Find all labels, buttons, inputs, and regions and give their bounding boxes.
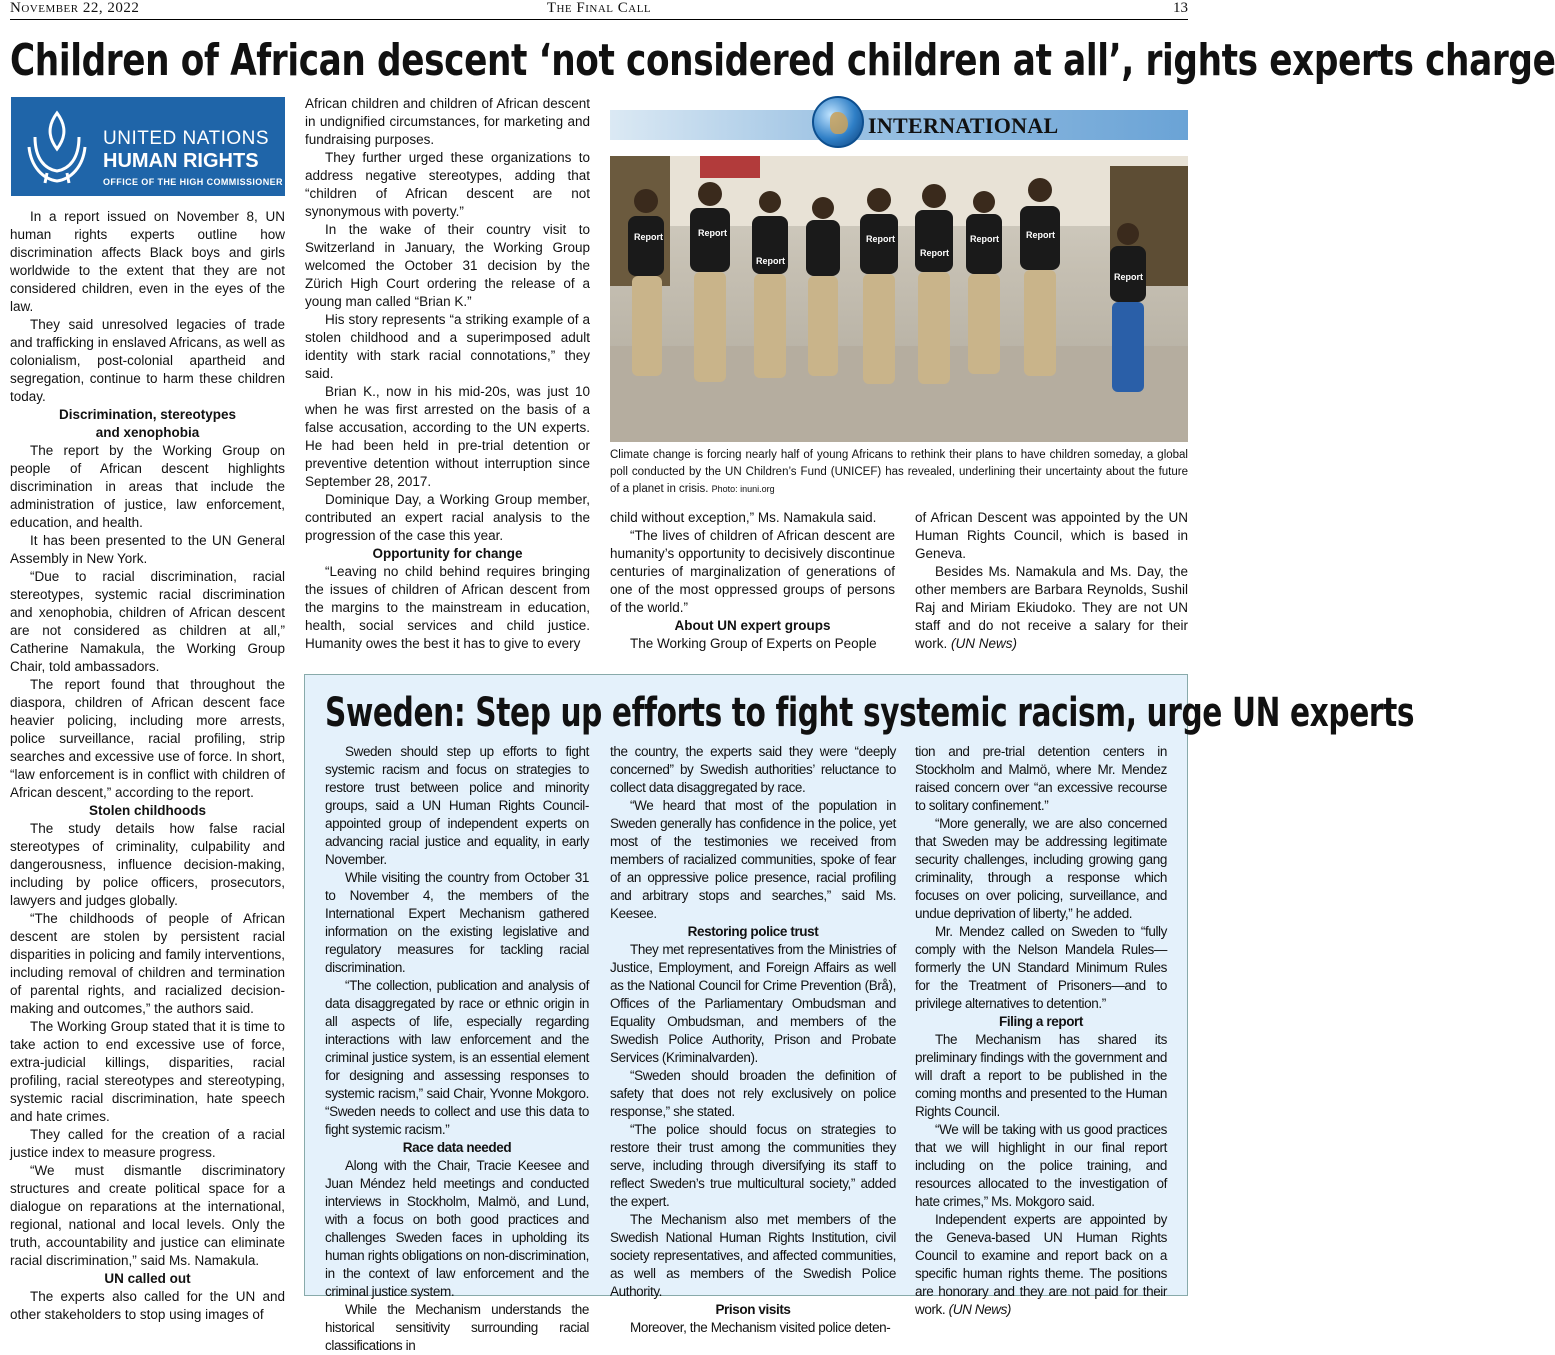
newspaper-name: The Final Call <box>546 0 652 16</box>
shirt-logo-text: Report <box>1026 230 1055 240</box>
page-header <box>10 0 1188 20</box>
sweden-headline: Sweden: Step up efforts to fight systemic racism, urge UN experts <box>325 690 1415 736</box>
caption-text: Climate change is forcing nearly half of young Africans to rethink their plans to have children someday, a global poll conducted by the UN Children’s Fund (UNICEF) has revealed, underlining their uncertainty about the future of a planet in crisis. <box>610 449 1188 495</box>
paragraph: “The police should focus on strategies to restore their trust among the communities they serve, including through diversifying its staff to reflect Sweden’s true multicultural society,” added the expert. <box>610 1122 896 1209</box>
photo-credit: Photo: inuni.org <box>711 484 775 494</box>
sweden-column-3 <box>915 743 1167 1317</box>
sweden-article-box <box>304 674 1415 1353</box>
paragraph: “Due to racial discrimination, racial stereotypes, systemic racial discrimination and xenophobia, children of African descent are not considered as children at all,” Catherine Namakula, the Working Group Chair, told ambassadors. <box>10 569 285 674</box>
subhead: Stolen childhoods <box>89 803 206 818</box>
paragraph: African children and children of African descent in undignified circumstances, for marketing and fundraising purposes. <box>305 96 590 147</box>
paragraph: While the Mechanism understands the historical sensitivity surrounding racial classifications in <box>325 1302 589 1353</box>
section-label: INTERNATIONAL <box>868 113 1059 138</box>
un-human-rights-logo <box>11 97 285 196</box>
article-column-3 <box>610 509 895 657</box>
subhead: Restoring police trust <box>687 924 819 939</box>
photo-illustration <box>610 156 1188 442</box>
paragraph: The study details how false racial stereotypes of criminality, culpability and dangerousness, influence decision-making, including by police officers, prosecutors, lawyers and judges globally. <box>10 821 285 908</box>
subhead: About UN expert groups <box>674 618 831 633</box>
source-credit: (UN News) <box>948 1302 1012 1317</box>
paragraph: tion and pre-trial detention centers in Stockholm and Malmö, where Mr. Mendez raised concern over “an excessive recourse to solitary confinement.” <box>915 744 1167 813</box>
sweden-column-2 <box>610 743 896 1335</box>
subhead: Opportunity for change <box>372 546 523 561</box>
paragraph: “More generally, we are also concerned that Sweden may be addressing legitimate security challenges, including growing gang criminality, through a response which focuses on over policing, surveillance, and undue deprivation of liberty,” he added. <box>915 816 1167 921</box>
subhead: Race data needed <box>402 1140 512 1155</box>
paragraph: The Working Group stated that it is time to take action to end excessive use of force, extra-judicial killings, disparities, racial profiling, racial stereotypes and stereotyping, systemic racial discrimination, hate speech and hate crimes. <box>10 1019 285 1124</box>
paragraph: The Mechanism has shared its preliminary findings with the government and will draft a report to be published in the coming months and presented to the Human Rights Council. <box>915 1032 1167 1119</box>
article-column-2 <box>305 95 590 655</box>
paragraph <box>915 1211 1167 1319</box>
paragraph: “The collection, publication and analysis of data disaggregated by race or ethnic origin in all aspects of life, especially regarding interactions with law enforcement and the criminal justice system, is an essential element for designing and assessing responses to systemic racism,” said Chair, Yvonne Mokgoro. “Sweden needs to collect and use this data to fight systemic racism.” <box>325 978 589 1137</box>
paragraph: Mr. Mendez called on Sweden to “fully comply with the Nelson Mandela Rules—formerly the UN Standard Minimum Rules for the Treatment of Prisoners—and to privilege alternatives to detention.” <box>915 924 1167 1011</box>
sweden-column-1 <box>325 743 589 1353</box>
paragraph: “Sweden should broaden the definition of safety that does not rely exclusively on police response,” she stated. <box>610 1068 896 1119</box>
paragraph: They called for the creation of a racial justice index to measure progress. <box>10 1127 285 1160</box>
source-credit: (UN News) <box>951 636 1018 651</box>
shirt-logo-text: Report <box>1114 272 1143 282</box>
article-column-4 <box>915 509 1188 657</box>
paragraph: They further urged these organizations to address negative stereotypes, adding that “children of African descent are not synonymous with poverty.” <box>305 150 590 219</box>
subhead: Prison visits <box>715 1302 791 1317</box>
subhead: UN called out <box>104 1271 191 1286</box>
article-photo <box>610 156 1188 442</box>
paragraph: His story represents “a striking example of a stolen childhood and a superimposed adult identity with stark racial connotations,” they said. <box>305 312 590 381</box>
shirt-logo-text: Report <box>970 234 999 244</box>
paragraph: “Leaving no child behind requires bringing the issues of children of African descent from the margins to the mainstream in education, health, social services and child justice. Humanity owes the best it has to give to every <box>305 564 590 651</box>
paragraph: The Working Group of Experts on People <box>630 636 877 651</box>
article-column-1 <box>10 208 285 1322</box>
paragraph: The experts also called for the UN and other stakeholders to stop using images of <box>10 1289 285 1322</box>
paragraph: Dominique Day, a Working Group member, contributed an expert racial analysis to the progression of the case this year. <box>305 492 590 543</box>
paragraph: “We will be taking with us good practices that we will highlight in our final report including on the police training, and resources allocated to the investigation of hate crimes,” Ms. Mokgoro said. <box>915 1122 1167 1209</box>
paragraph: “The childhoods of people of African descent are stolen by persistent racial disparities in policing and family interventions, including removal of children and termination of parental rights, and racialized decision-making and outcomes,” the authors said. <box>10 911 285 1016</box>
shirt-logo-text: Report <box>866 234 895 244</box>
paragraph: In the wake of their country visit to Switzerland in January, the Working Group welcomed the October 31 decision by the Zürich High Court ordering the release of a young man called “Brian K.” <box>305 222 590 309</box>
shirt-logo-text: Report <box>698 228 727 238</box>
page-number: 13 <box>1173 0 1188 16</box>
shirt-logo-text: Report <box>634 232 663 242</box>
subhead: Discrimination, stereotypes and xenophobia <box>58 407 237 440</box>
shirt-logo-text: Report <box>920 248 949 258</box>
main-headline: Children of African descent ‘not considered children at all’, rights experts charge <box>10 35 1555 86</box>
un-flame-emblem-icon <box>25 107 89 187</box>
paragraph: The Mechanism also met members of the Swedish National Human Rights Institution, civil society representatives, and affected communities, as well as members of the Swedish Police Authority. <box>610 1212 896 1299</box>
globe-icon <box>812 96 864 148</box>
paragraph: “We heard that most of the population in Sweden generally has confidence in the police, yet most of the testimonies we received from members of racialized communities, spoke of fear of an oppressive police presence, racial profiling and arbitrary stops and searches,” said Ms. Keesee. <box>610 798 896 921</box>
paragraph: Along with the Chair, Tracie Keesee and Juan Méndez held meetings and conducted interviews in Stockholm, Malmö, and Lund, with a focus on both good practices and challenges Sweden faces in upholding its human rights obligations on non-discrimination, in the context of law enforcement and the criminal justice system. <box>325 1158 589 1299</box>
paragraph: It has been presented to the UN General Assembly in New York. <box>10 533 285 566</box>
paragraph: The report by the Working Group on people of African descent highlights discrimination in areas that include the administration of justice, law enforcement, education, and health. <box>10 443 285 530</box>
paragraph-text: Besides Ms. Namakula and Ms. Day, the other members are Barbara Reynolds, Sushil Raj and Miriam Ekiudoko. They are not UN staff and do not receive a salary for their work. <box>915 564 1188 651</box>
logo-line-1: UNITED NATIONS <box>103 128 270 149</box>
photo-caption <box>610 447 1188 498</box>
paragraph: Brian K., now in his mid-20s, was just 10 when he was first arrested on the basis of a false accusation, according to the UN experts. He had been held in pre-trial detention or preventive detention without interruption since September 28, 2017. <box>305 384 590 489</box>
logo-line-3: OFFICE OF THE HIGH COMMISSIONER <box>103 177 283 187</box>
issue-date: November 22, 2022 <box>10 0 140 16</box>
paragraph: The report found that throughout the diaspora, children of African descent face heavier policing, including more arrests, police surveillance, racial profiling, strip searches and excessive use of force. In short, “law enforcement is in conflict with children of African descent,” according to the report. <box>10 677 285 800</box>
paragraph-text: Independent experts are appointed by the Geneva-based UN Human Rights Council to examine and report back on a specific human rights theme. The positions are honorary and they are not paid for their work. <box>915 1212 1167 1317</box>
logo-line-2: HUMAN RIGHTS <box>103 150 259 172</box>
subhead: Filing a report <box>998 1014 1083 1029</box>
paragraph: the country, the experts said they were “deeply concerned” by Swedish authorities’ reluctance to collect data disaggregated by race. <box>610 744 896 795</box>
paragraph: In a report issued on November 8, UN human rights experts outline how discrimination affects Black boys and girls worldwide to the extent that they are not considered children, even in the eyes of the law. <box>10 209 285 314</box>
paragraph: While visiting the country from October 31 to November 4, the members of the International Expert Mechanism gathered information on the existing legislative and regulatory measures for tackling racial discrimination. <box>325 870 589 975</box>
section-banner <box>610 110 1188 140</box>
paragraph: Moreover, the Mechanism visited police deten- <box>630 1320 891 1335</box>
paragraph: They said unresolved legacies of trade and trafficking in enslaved Africans, as well as colonialism, post-colonial apartheid and segregation, continue to harm these children today. <box>10 317 285 404</box>
shirt-logo-text: Report <box>756 256 785 266</box>
paragraph: Sweden should step up efforts to fight systemic racism and focus on strategies to restore trust between police and minority groups, said a UN Human Rights Council-appointed group of independent experts on advancing racial justice and equality, in early November. <box>325 744 589 867</box>
paragraph: “We must dismantle discriminatory structures and create political space for a dialogue on reparations at the international, regional, national and local levels. Only the truth, accountability and justice can eliminate racial discrimination,” said Ms. Namakula. <box>10 1163 285 1268</box>
paragraph: of African Descent was appointed by the UN Human Rights Council, which is based in Geneva. <box>915 510 1188 561</box>
paragraph: They met representatives from the Ministries of Justice, Employment, and Foreign Affairs as well as the National Council for Crime Prevention (Brå), Offices of the Parliamentary Ombudsman and Equality Ombudsman, and members of the Swedish Police Authority, Prison and Probate Services (Kriminalvarden). <box>610 942 896 1065</box>
paragraph: child without exception,” Ms. Namakula said. <box>610 510 877 525</box>
paragraph <box>915 563 1188 653</box>
paragraph: “The lives of children of African descent are humanity’s opportunity to decisively discontinue centuries of marginalization of generations of one of the most oppressed groups of persons of the world.” <box>610 528 895 615</box>
